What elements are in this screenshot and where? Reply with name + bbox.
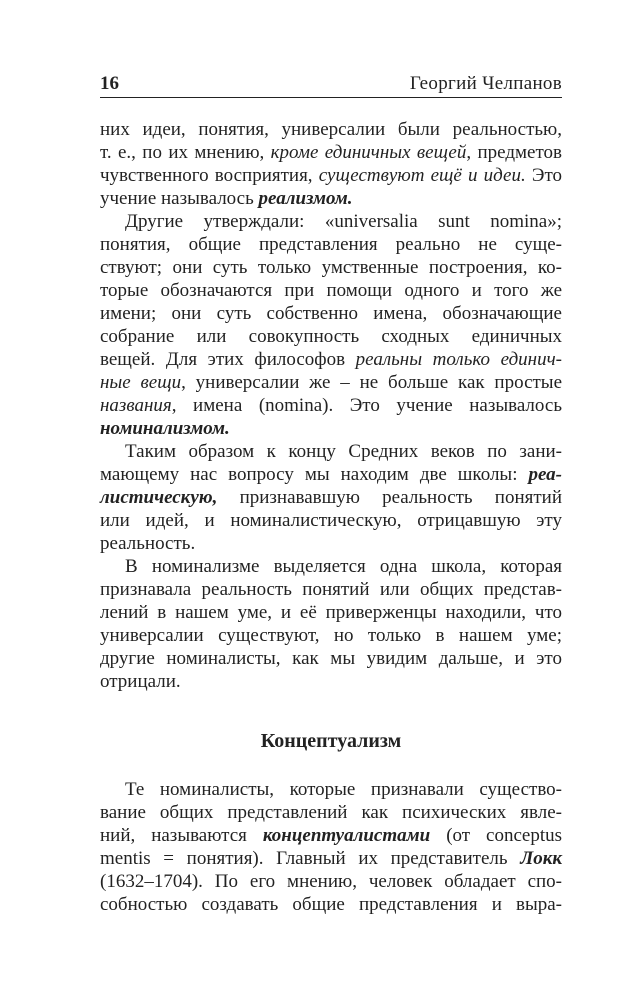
text-segment: Те номиналисты, которые признавали существо- [125,779,562,800]
text-line [100,118,562,141]
text-line [100,870,562,893]
text-line [100,256,562,279]
text-line [100,371,562,394]
text-segment: В номинализме выделяется одна школа, которая [125,556,562,577]
text-line [100,778,562,801]
text-line [100,801,562,824]
text-line [100,601,562,624]
text-segment: собрание или совокупность сходных единичных [100,326,562,347]
text-line [100,624,562,647]
text-segment: (от conceptus [430,825,563,846]
text-line [100,555,562,578]
text-line [100,532,562,555]
text-segment: имени; они суть собственно имена, обозначающие [100,303,562,324]
text-segment: торые обозначаются при помощи одного и того же [100,280,562,301]
text-segment: реальность. [100,533,196,554]
text-line [100,670,562,693]
text-line [100,302,562,325]
text-line [100,325,562,348]
emphasis-term: номинализмом. [100,418,230,439]
italic-text: названия [100,395,172,416]
text-line [100,210,562,233]
emphasis-term: концептуалистами [262,825,431,846]
text-segment: (1632–1704). По его мнению, человек обладает спо- [100,871,562,892]
text-segment: них идеи, понятия, универсалии были реальностью, [100,119,562,140]
text-line [100,847,562,870]
emphasis-term: реализмом. [258,188,353,209]
text-line [100,187,562,210]
text-line [100,279,562,302]
text-line [100,509,562,532]
body-text-block [100,118,562,693]
text-segment: лений в нашем уме, и её приверженцы находили, что [100,602,562,623]
text-line [100,348,562,371]
text-segment: ствуют; они суть только умственные построения, ко- [100,257,562,278]
text-segment: учение называлось [100,188,259,209]
text-segment: мающему нас вопросу мы находим две школы: [100,464,529,485]
text-segment: вещей. Для этих философов [100,349,356,370]
text-segment: , предметов [466,142,562,163]
text-line [100,647,562,670]
text-line [100,893,562,916]
page-number: 16 [100,73,119,94]
emphasis-term: листическую, [100,487,218,508]
text-segment: признавала реальность понятий или общих представ- [100,579,562,600]
running-title: Георгий Челпанов [409,73,562,94]
text-segment: , универсалии же – не больше как простые [181,372,563,393]
text-line [100,463,562,486]
text-segment: универсалии существуют, но только в нашем уме; [100,625,562,646]
text-segment: т. е., по их мнению, [100,142,271,163]
text-line [100,417,562,440]
text-segment: собностью создавать общие представления и выра- [100,894,562,915]
italic-text: ные вещи [100,372,182,393]
text-line [100,440,562,463]
text-line [100,141,562,164]
italic-text: реальны только единич- [355,349,563,370]
emphasis-term: реа- [528,464,562,485]
text-line [100,394,562,417]
section-heading: Концептуализм [260,730,402,752]
text-segment: , имена (nomina). Это учение называлось [171,395,562,416]
text-line [100,233,562,256]
italic-text: кроме единичных вещей [270,142,467,163]
text-segment: mentis = понятия). Главный их представитель [100,848,521,869]
text-segment: другие номиналисты, как мы увидим дальше, и это [100,648,562,669]
text-line [100,824,562,847]
text-segment: понятия, общие представления реально не суще- [100,234,562,255]
text-segment: отрицали. [100,671,181,692]
text-segment: вание общих представлений как психических явле- [100,802,562,823]
text-segment: признававшую реальность понятий [217,487,562,508]
emphasis-term: Локк [520,848,562,869]
text-segment: ний, называются [100,825,263,846]
italic-text: существуют ещё и идеи. [318,165,526,186]
text-segment: или идей, и номиналистическую, отрицавшую эту [100,510,562,531]
text-line [100,578,562,601]
text-line [100,164,562,187]
body-text-block [100,778,562,916]
text-segment: Это [525,165,562,186]
text-segment: Другие утверждали: «universalia sunt nomina»; [125,211,562,232]
running-header [100,73,562,98]
text-line [100,486,562,509]
text-segment: чувственного восприятия, [100,165,319,186]
text-segment: Таким образом к концу Средних веков по зани- [125,441,562,462]
